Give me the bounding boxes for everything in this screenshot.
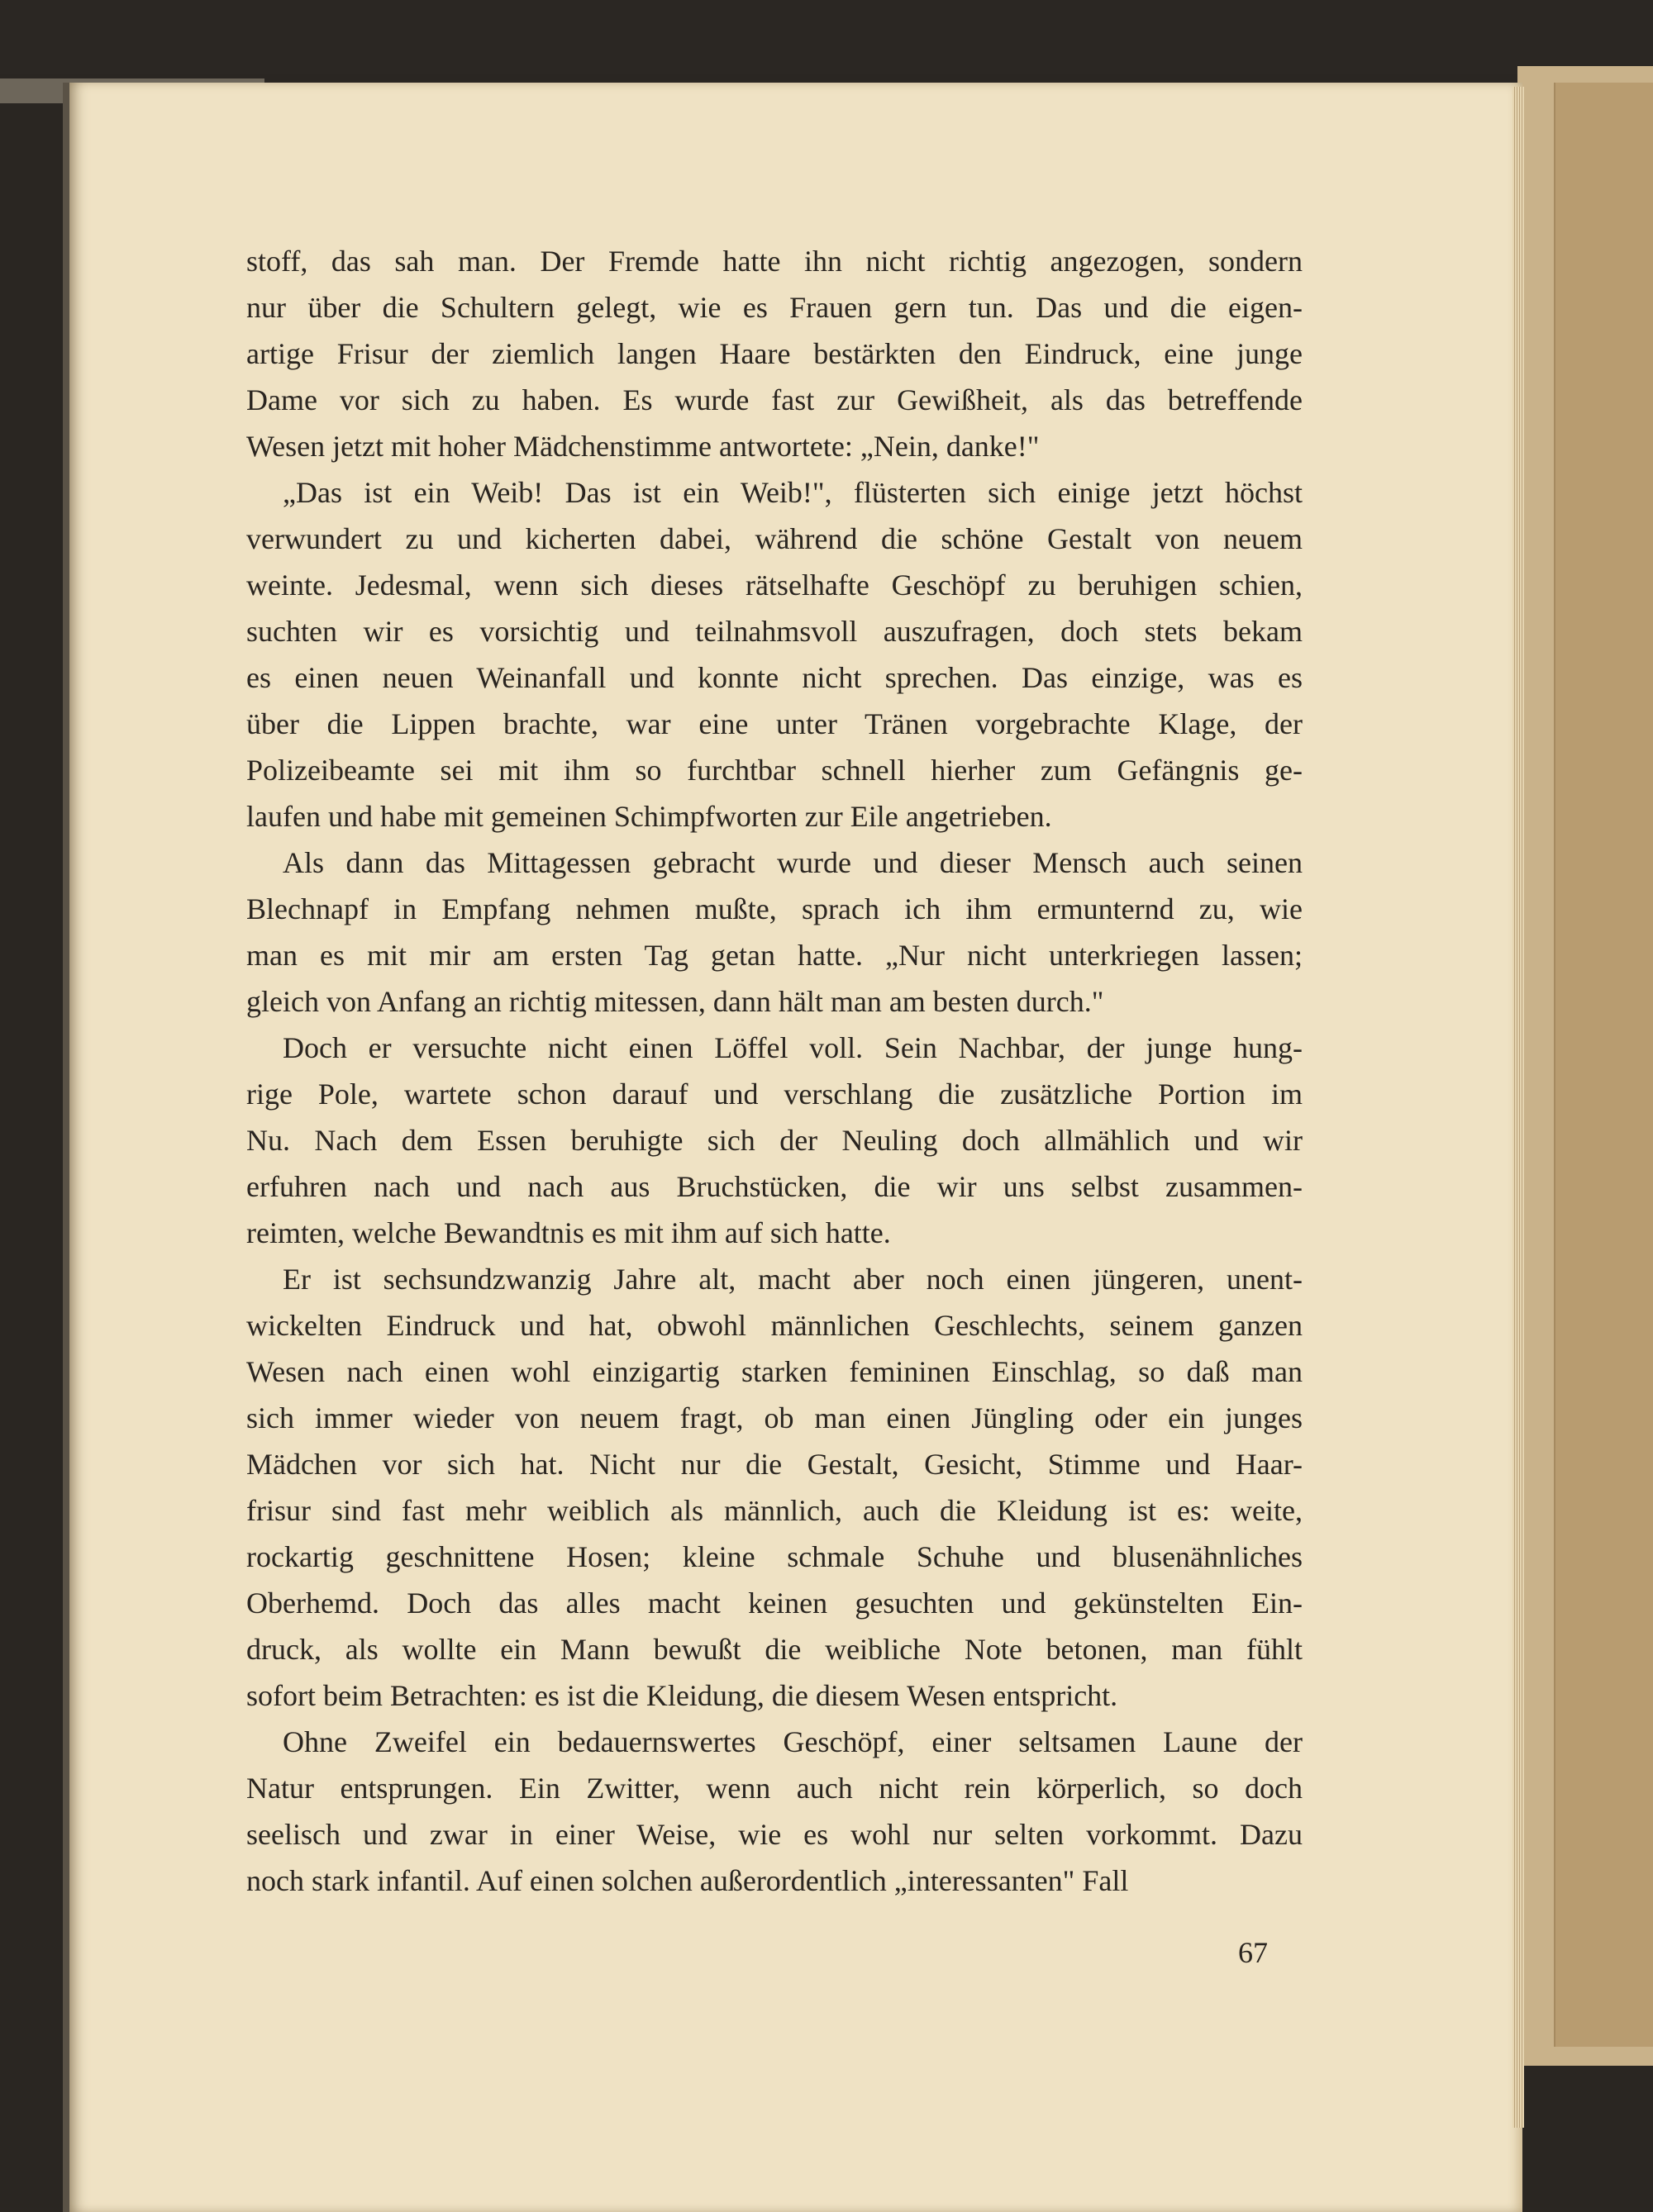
text-line: laufen und habe mit gemeinen Schimpfworten zur Eile angetrieben. bbox=[246, 800, 1052, 833]
text-line: Er ist sechsundzwanzig Jahre alt, macht aber noch einen jüngeren, unent- bbox=[283, 1263, 1303, 1296]
text-line: Ohne Zweifel ein bedauernswertes Geschöpf, einer seltsamen Laune der bbox=[283, 1725, 1303, 1758]
text-line: nur über die Schultern gelegt, wie es Frauen gern tun. Das und die eigen- bbox=[246, 291, 1303, 324]
text-line: erfuhren nach und nach aus Bruchstücken, die wir uns selbst zusammen- bbox=[246, 1170, 1303, 1203]
text-line: artige Frisur der ziemlich langen Haare bestärkten den Eindruck, eine junge bbox=[246, 337, 1303, 370]
text-line: Polizeibeamte sei mit ihm so furchtbar schnell hierher zum Gefängnis ge- bbox=[246, 754, 1303, 787]
text-line: stoff, das sah man. Der Fremde hatte ihn nicht richtig angezogen, sondern bbox=[246, 245, 1303, 278]
text-line: es einen neuen Weinanfall und konnte nicht sprechen. Das einzige, was es bbox=[246, 661, 1303, 694]
text-line: gleich von Anfang an richtig mitessen, dann hält man am besten durch." bbox=[246, 985, 1104, 1018]
text-line: man es mit mir am ersten Tag getan hatte. „Nur nicht unterkriegen lassen; bbox=[246, 939, 1303, 972]
text-line: weinte. Jedesmal, wenn sich dieses rätselhafte Geschöpf zu beruhigen schien, bbox=[246, 568, 1303, 602]
text-line: reimten, welche Bewandtnis es mit ihm auf sich hatte. bbox=[246, 1216, 891, 1249]
text-line: rockartig geschnittene Hosen; kleine schmale Schuhe und blusenähnliches bbox=[246, 1540, 1303, 1573]
text-line: Mädchen vor sich hat. Nicht nur die Gestalt, Gesicht, Stimme und Haar- bbox=[246, 1448, 1303, 1481]
text-line: Wesen nach einen wohl einzigartig starken femininen Einschlag, so daß man bbox=[246, 1355, 1303, 1388]
page-gutter bbox=[63, 83, 69, 2212]
paragraph bbox=[246, 1025, 1303, 1256]
text-line: frisur sind fast mehr weiblich als männlich, auch die Kleidung ist es: weite, bbox=[246, 1494, 1303, 1527]
text-line: noch stark infantil. Auf einen solchen außerordentlich „interessanten" Fall bbox=[246, 1864, 1129, 1897]
paragraph bbox=[246, 238, 1303, 469]
scan-background-top bbox=[0, 0, 1653, 74]
text-line: druck, als wollte ein Mann bewußt die weibliche Note betonen, man fühlt bbox=[246, 1633, 1303, 1666]
text-line: verwundert zu und kicherten dabei, während die schöne Gestalt von neuem bbox=[246, 522, 1303, 555]
book-cover-edge bbox=[1554, 83, 1653, 2047]
paragraph bbox=[246, 1719, 1303, 1904]
text-line: Nu. Nach dem Essen beruhigte sich der Neuling doch allmählich und wir bbox=[246, 1124, 1303, 1157]
text-line: seelisch und zwar in einer Weise, wie es wohl nur selten vorkommt. Dazu bbox=[246, 1818, 1303, 1851]
text-line: rige Pole, wartete schon darauf und verschlang die zusätzliche Portion im bbox=[246, 1077, 1303, 1111]
text-line: „Das ist ein Weib! Das ist ein Weib!", flüsterten sich einige jetzt höchst bbox=[283, 476, 1303, 509]
text-line: Blechnapf in Empfang nehmen mußte, sprach ich ihm ermunternd zu, wie bbox=[246, 892, 1303, 925]
text-line: Natur entsprungen. Ein Zwitter, wenn auch nicht rein körperlich, so doch bbox=[246, 1772, 1303, 1805]
text-line: Oberhemd. Doch das alles macht keinen gesuchten und gekünstelten Ein- bbox=[246, 1586, 1303, 1620]
text-line: sich immer wieder von neuem fragt, ob man einen Jüngling oder ein junges bbox=[246, 1401, 1303, 1434]
page-number: 67 bbox=[1238, 1936, 1268, 1969]
text-line: Doch er versuchte nicht einen Löffel voll. Sein Nachbar, der junge hung- bbox=[283, 1031, 1303, 1064]
text-line: über die Lippen brachte, war eine unter Tränen vorgebrachte Klage, der bbox=[246, 707, 1303, 740]
paragraph bbox=[246, 469, 1303, 840]
paragraph bbox=[246, 840, 1303, 1025]
text-line: wickelten Eindruck und hat, obwohl männlichen Geschlechts, seinem ganzen bbox=[246, 1309, 1303, 1342]
body-text bbox=[246, 238, 1303, 1904]
text-line: Als dann das Mittagessen gebracht wurde und dieser Mensch auch seinen bbox=[283, 846, 1303, 879]
text-line: Dame vor sich zu haben. Es wurde fast zur Gewißheit, als das betreffende bbox=[246, 383, 1303, 416]
text-line: suchten wir es vorsichtig und teilnahmsvoll auszufragen, doch stets bekam bbox=[246, 615, 1303, 648]
text-line: Wesen jetzt mit hoher Mädchenstimme antwortete: „Nein, danke!" bbox=[246, 430, 1040, 463]
paragraph bbox=[246, 1256, 1303, 1719]
page-stack-edges bbox=[1512, 87, 1524, 2128]
text-line: sofort beim Betrachten: es ist die Kleidung, die diesem Wesen entspricht. bbox=[246, 1679, 1118, 1712]
